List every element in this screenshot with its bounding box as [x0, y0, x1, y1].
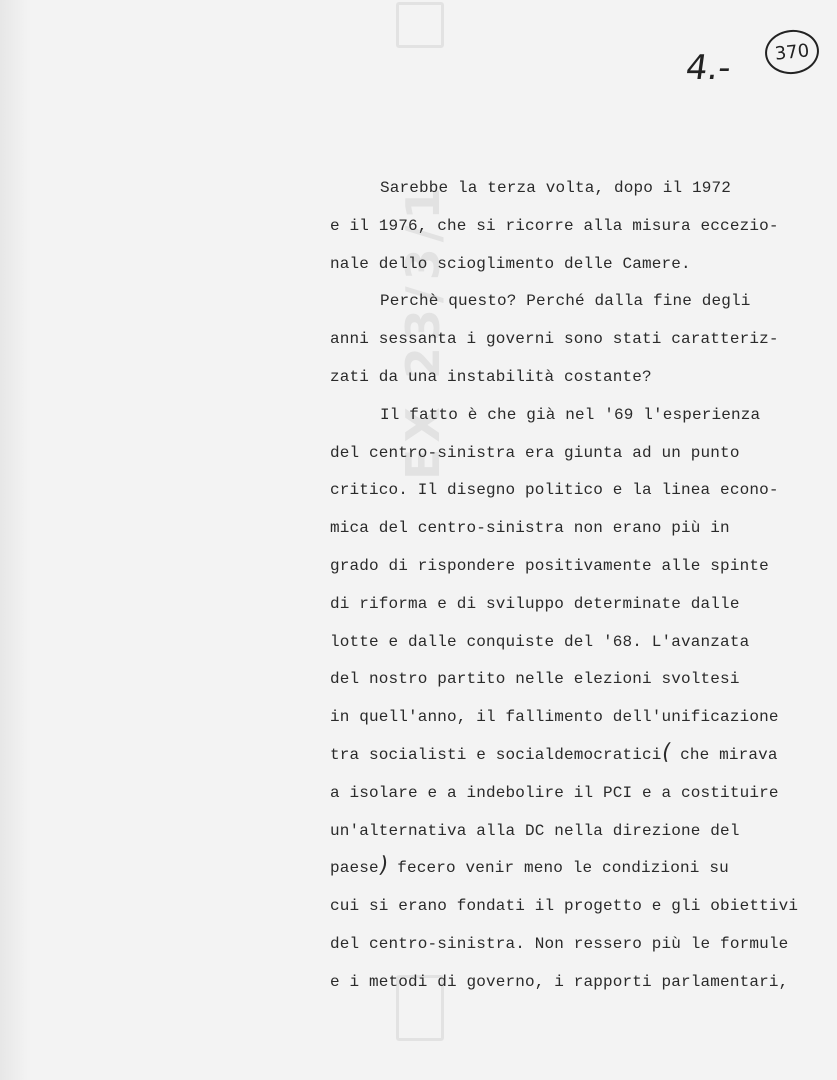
text-line: Sarebbe la terza volta, dopo il 1972: [380, 179, 732, 197]
text-segment: paese: [330, 859, 379, 878]
text-line: del centro-sinistra era giunta ad un punto: [330, 443, 740, 462]
page-number-stamp: [763, 27, 821, 76]
text-line: mica del centro-sinistra non erano più in: [330, 519, 730, 538]
text-line: un'alternativa alla DC nella direzione del: [330, 821, 740, 840]
text-line: nale dello scioglimento delle Camere.: [330, 254, 691, 273]
text-line: critico. Il disegno politico e la linea econo-: [330, 481, 779, 500]
text-line: zati da una instabilità costante?: [330, 367, 652, 386]
text-segment: che mirava: [680, 745, 778, 764]
watermark-text: EX 23/3/1: [396, 181, 450, 480]
text-line: del nostro partito nelle elezioni svoltesi: [330, 670, 740, 689]
text-line: grado di rispondere positivamente alle spinte: [330, 556, 769, 575]
handwritten-open-paren: (: [659, 739, 673, 765]
watermark-top-mark: [396, 2, 444, 48]
text-line: anni sessanta i governi sono stati caratteriz-: [330, 330, 779, 349]
text-line: [330, 737, 810, 775]
text-line: cui si erano fondati il progetto e gli obiettivi: [330, 897, 799, 916]
text-line: in quell'anno, il fallimento dell'unificazione: [330, 708, 779, 727]
text-line: e i metodi di governo, i rapporti parlamentari,: [330, 972, 789, 991]
typewritten-body: [330, 170, 810, 1002]
stamp-number: 370: [773, 39, 811, 65]
text-line: di riforma e di sviluppo determinate dalle: [330, 594, 740, 613]
text-segment: fecero venir meno le condizioni su: [397, 859, 729, 878]
scan-edge-shadow: [0, 0, 28, 1080]
text-line: Perchè questo? Perché dalla fine degli: [380, 292, 751, 311]
text-line: a isolare e a indebolire il PCI e a costituire: [330, 783, 779, 802]
text-line: lotte e dalle conquiste del '68. L'avanzata: [330, 632, 750, 651]
handwritten-page-marker: 4.-: [683, 48, 734, 88]
text-line: [330, 850, 810, 888]
handwritten-close-paren: ): [376, 853, 390, 879]
text-line: del centro-sinistra. Non ressero più le formule: [330, 934, 789, 953]
text-line: e il 1976, che si ricorre alla misura eccezio-: [330, 216, 779, 235]
text-line: Il fatto è che già nel '69 l'esperienza: [380, 405, 761, 424]
text-segment: tra socialisti e socialdemocratici: [330, 745, 662, 764]
